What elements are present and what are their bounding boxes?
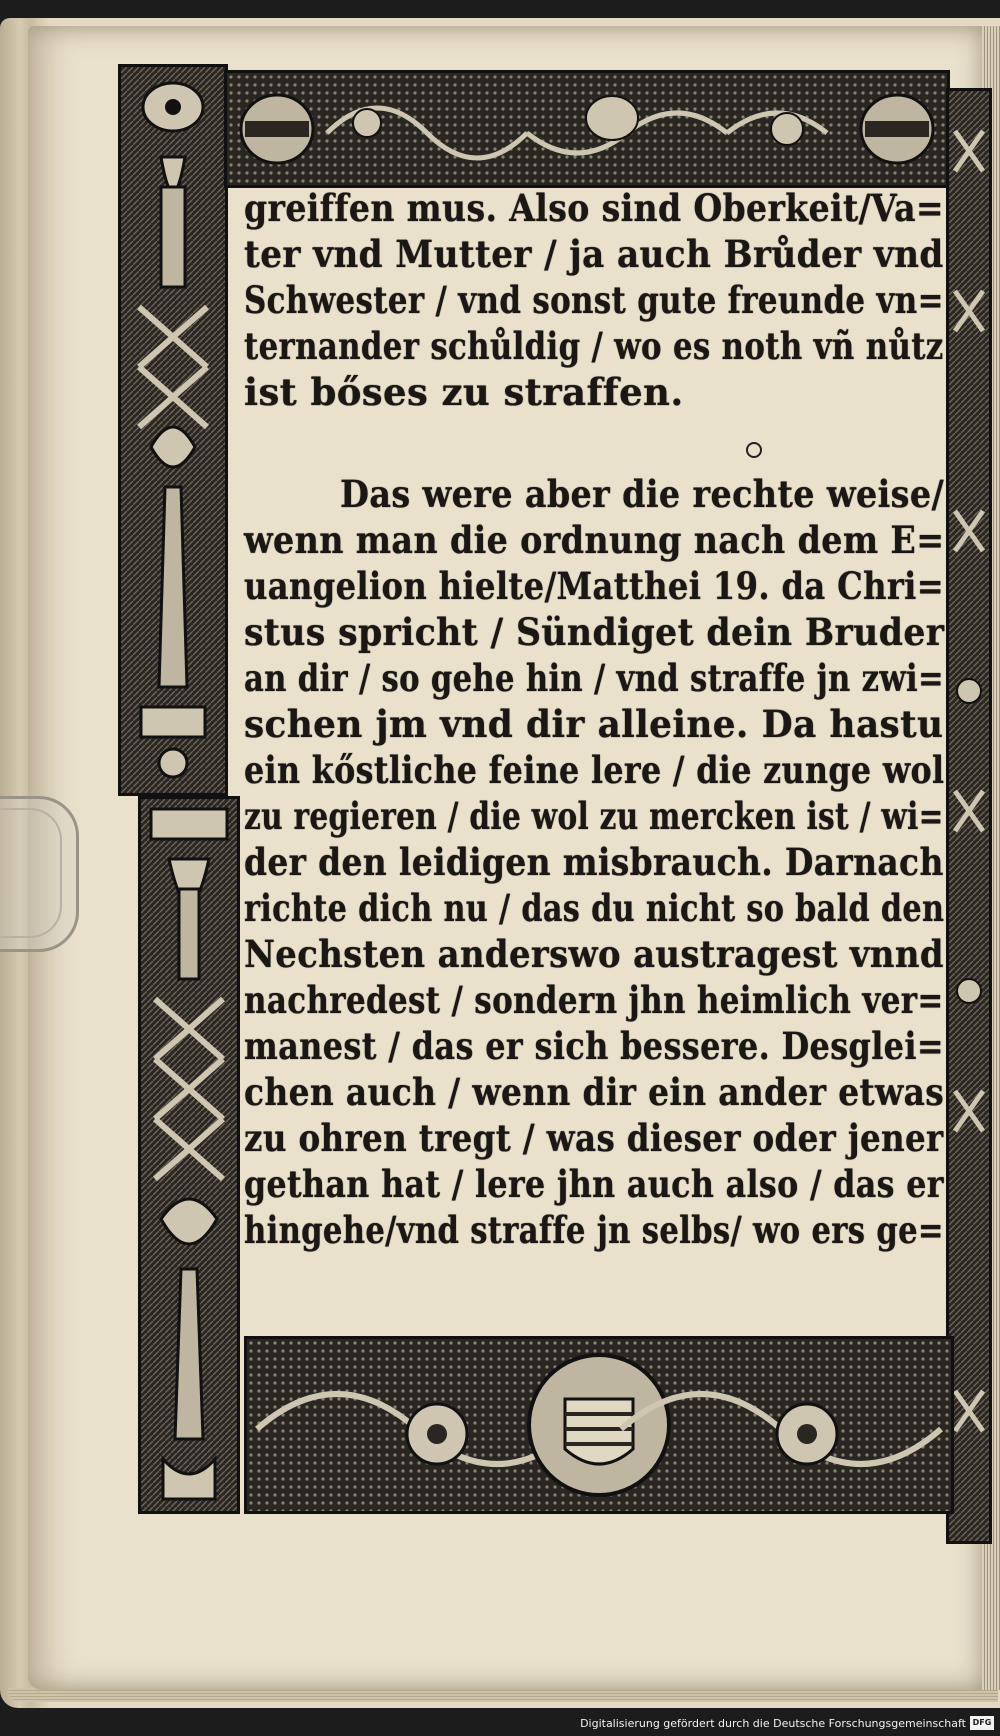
woodcut-border-top <box>224 70 950 188</box>
dfg-logo: DFG <box>970 1716 994 1730</box>
text-line: wenn man die ordnung nach dem E= <box>244 518 945 562</box>
text-line: zu ohren tregt / was dieser oder jener <box>244 1116 944 1160</box>
text-line: richte dich nu / das du nicht so bald den <box>244 886 945 930</box>
woodcut-border-left-lower <box>138 796 240 1514</box>
text-line: Schwester / vnd sonst gute freunde vn= <box>244 278 944 322</box>
text-line: ein kőstliche feine lere / die zunge wol <box>244 748 945 792</box>
woodcut-border-right <box>946 88 992 1544</box>
text-line: Nechsten anderswo austragest vnnd <box>244 932 944 976</box>
text-line: greiffen mus. Also sind Oberkeit/Va= <box>244 186 945 230</box>
text-line: ternander schůldig / wo es noth vñ nůtz <box>244 324 944 368</box>
text-line: nachredest / sondern jhn heimlich ver= <box>244 978 944 1022</box>
page-text-block <box>244 186 944 1276</box>
text-line: schen jm vnd dir alleine. Da hastu <box>244 702 944 746</box>
text-line: Das were aber die rechte weise/ <box>340 472 945 516</box>
text-line: der den leidigen misbrauch. Darnach <box>244 840 944 884</box>
text-line: an dir / so gehe hin / vnd straffe jn zwi= <box>244 656 944 700</box>
woodcut-border-bottom <box>244 1336 954 1514</box>
text-line: uangelion hielte/Matthei 19. da Chri= <box>244 564 945 608</box>
text-line: zu regieren / die wol zu mercken ist / wi= <box>244 794 944 838</box>
book-clasp-inner <box>0 808 62 938</box>
text-line: chen auch / wenn dir ein ander etwas <box>244 1070 945 1114</box>
text-line: hingehe/vnd straffe jn selbs/ wo ers ge= <box>244 1208 944 1252</box>
footer-credit: Digitalisierung gefördert durch die Deutsche Forschungsgemeinschaft <box>580 1717 966 1730</box>
text-line: gethan hat / lere jhn auch also / das er <box>244 1162 944 1206</box>
page-stack-bottom <box>8 1688 998 1702</box>
text-line: stus spricht / Sündiget dein Bruder <box>244 610 945 654</box>
woodcut-border-left-upper <box>118 64 228 796</box>
text-line: ter vnd Mutter / ja auch Brůder vnd <box>244 232 944 276</box>
text-line: ist bőses zu straffen. <box>244 370 684 414</box>
text-line: manest / das er sich bessere. Desglei= <box>244 1024 944 1068</box>
paragraph-mark <box>746 442 762 458</box>
